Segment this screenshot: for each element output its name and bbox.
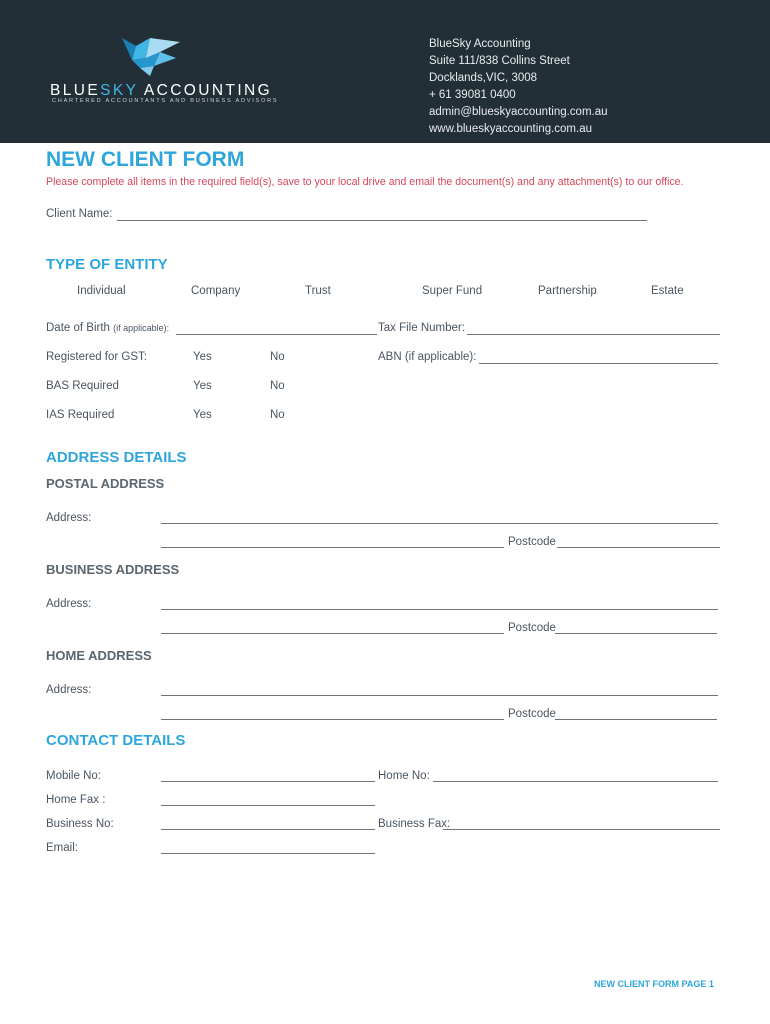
contact-email-link[interactable]: admin@blueskyaccounting.com.au: [429, 106, 608, 118]
mobile-label: Mobile No:: [46, 770, 101, 782]
business-phone-label: Business No:: [46, 818, 114, 830]
home-phone-field[interactable]: [433, 781, 718, 782]
tfn-label: Tax File Number:: [378, 322, 465, 334]
business-postcode-field[interactable]: [555, 633, 717, 634]
page-title: NEW CLIENT FORM: [46, 148, 245, 171]
gst-yes-option[interactable]: Yes: [193, 351, 212, 363]
abn-label: ABN (if applicable):: [378, 351, 477, 363]
entity-option-super-fund[interactable]: Super Fund: [422, 285, 483, 297]
home-postcode-label: Postcode: [508, 708, 556, 720]
home-phone-label: Home No:: [378, 770, 430, 782]
business-address-line2-field[interactable]: [161, 633, 504, 634]
dob-note: (if applicable):: [113, 323, 170, 333]
contact-company: BlueSky Accounting: [429, 38, 531, 50]
ias-yes-option[interactable]: Yes: [193, 409, 212, 421]
contact-street: Suite 111/838 Collins Street: [429, 55, 570, 67]
entity-option-company[interactable]: Company: [191, 285, 241, 297]
entity-option-individual[interactable]: Individual: [77, 285, 126, 297]
home-address-line1-field[interactable]: [161, 695, 718, 696]
home-address-label: Address:: [46, 684, 92, 696]
entity-option-trust[interactable]: Trust: [305, 285, 331, 297]
home-postcode-field[interactable]: [555, 719, 717, 720]
contact-city: Docklands,VIC, 3008: [429, 72, 538, 84]
page-footer: NEW CLIENT FORM PAGE 1: [594, 979, 714, 989]
dob-label: Date of Birth (if applicable):: [46, 322, 170, 334]
contact-block: [429, 36, 608, 138]
home-address-heading: HOME ADDRESS: [46, 648, 152, 663]
business-address-label: Address:: [46, 598, 92, 610]
gst-no-option[interactable]: No: [270, 351, 285, 363]
mobile-field[interactable]: [161, 781, 375, 782]
bas-no-option[interactable]: No: [270, 380, 285, 392]
email-label: Email:: [46, 842, 78, 854]
logo-tagline: CHARTERED ACCOUNTANTS AND BUSINESS ADVISORS: [52, 98, 279, 104]
postal-address-heading: POSTAL ADDRESS: [46, 476, 165, 491]
client-name-field[interactable]: [117, 220, 647, 221]
business-postcode-label: Postcode: [508, 622, 556, 634]
tfn-field[interactable]: [467, 334, 720, 335]
dob-field[interactable]: [176, 334, 377, 335]
contact-details-heading: CONTACT DETAILS: [46, 732, 186, 749]
page-header: [0, 0, 770, 143]
form-instructions: Please complete all items in the required field(s), save to your local drive and email the document(s) and any attachment(s) to our office.: [46, 176, 684, 188]
home-address-line2-field[interactable]: [161, 719, 504, 720]
business-fax-label: Business Fax:: [378, 818, 451, 830]
business-address-heading: BUSINESS ADDRESS: [46, 562, 180, 577]
home-fax-field[interactable]: [161, 805, 375, 806]
bas-yes-option[interactable]: Yes: [193, 380, 212, 392]
entity-heading: TYPE OF ENTITY: [46, 256, 168, 273]
abn-field[interactable]: [479, 363, 718, 364]
postal-address-line2-field[interactable]: [161, 547, 504, 548]
company-logo: [50, 36, 279, 106]
postal-address-line1-field[interactable]: [161, 523, 718, 524]
email-field[interactable]: [161, 853, 375, 854]
gst-label: Registered for GST:: [46, 351, 147, 363]
business-address-line1-field[interactable]: [161, 609, 718, 610]
ias-label: IAS Required: [46, 409, 115, 421]
entity-option-estate[interactable]: Estate: [651, 285, 684, 297]
postal-address-label: Address:: [46, 512, 92, 524]
entity-option-partnership[interactable]: Partnership: [538, 285, 597, 297]
address-heading: ADDRESS DETAILS: [46, 449, 187, 466]
ias-no-option[interactable]: No: [270, 409, 285, 421]
logo-wordmark: BLUESKY ACCOUNTING: [50, 82, 273, 99]
bas-label: BAS Required: [46, 380, 119, 392]
bird-logo-icon: [120, 36, 182, 78]
postal-postcode-label: Postcode: [508, 536, 556, 548]
postal-postcode-field[interactable]: [557, 547, 720, 548]
business-phone-field[interactable]: [161, 829, 375, 830]
contact-website-link[interactable]: www.blueskyaccounting.com.au: [429, 123, 592, 135]
business-fax-field[interactable]: [443, 829, 720, 830]
contact-phone: + 61 39081 0400: [429, 89, 516, 101]
home-fax-label: Home Fax :: [46, 794, 106, 806]
client-name-label: Client Name:: [46, 208, 113, 220]
